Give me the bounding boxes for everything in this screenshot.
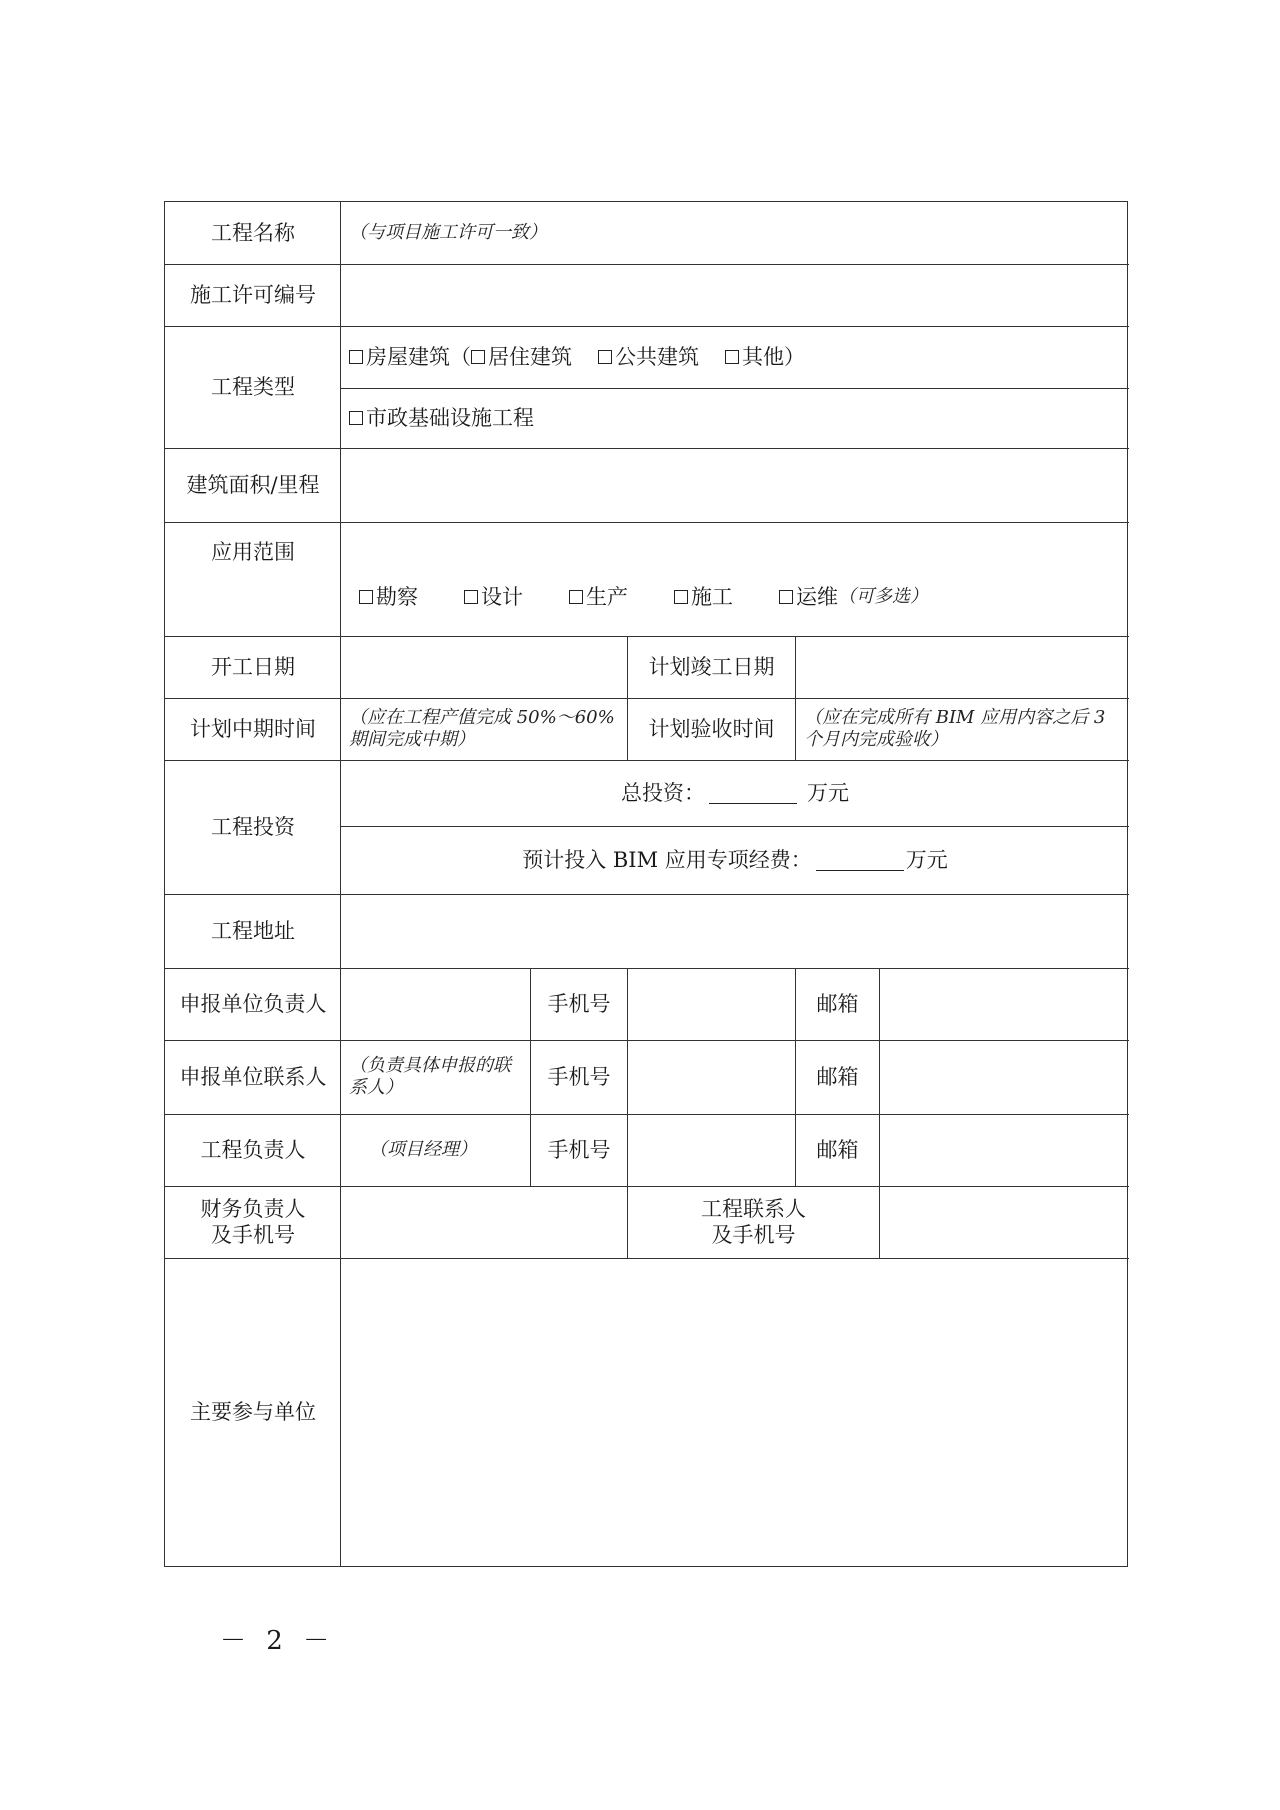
project-contact-label: 工程联系人 及手机号	[701, 1196, 806, 1247]
scope-operation-checkbox[interactable]: 运维	[779, 584, 838, 610]
project-manager-phone-label: 手机号	[547, 1137, 611, 1162]
midterm-label: 计划中期时间	[190, 716, 316, 741]
scope-survey-checkbox[interactable]: 勘察	[359, 584, 418, 610]
checkbox-icon	[598, 350, 612, 364]
checkbox-icon	[674, 590, 688, 604]
residential-checkbox[interactable]: 居住建筑	[471, 344, 572, 370]
applicant-contact-hint: （负责具体申报的联系人）	[349, 1054, 511, 1098]
total-investment-input[interactable]	[709, 783, 797, 804]
start-date-label: 开工日期	[211, 654, 295, 679]
project-name-field[interactable]	[341, 202, 1129, 264]
scope-options-row	[341, 522, 1129, 636]
applicant-head-label: 申报单位负责人	[179, 991, 327, 1016]
address-label: 工程地址	[211, 918, 295, 943]
acceptance-field[interactable]	[796, 698, 1129, 760]
applicant-contact-label: 申报单位联系人	[179, 1064, 327, 1089]
total-investment-row	[341, 760, 1129, 826]
investment-label: 工程投资	[211, 814, 295, 839]
project-contact-field[interactable]	[880, 1186, 1129, 1258]
checkbox-icon	[349, 411, 363, 425]
planned-completion-field[interactable]	[796, 636, 1129, 698]
permit-no-field[interactable]	[341, 264, 1129, 326]
project-name-label: 工程名称	[211, 220, 295, 245]
application-form-table	[164, 201, 1128, 1567]
bim-budget-prefix: 预计投入 BIM 应用专项经费：	[522, 847, 812, 872]
checkbox-icon	[349, 350, 363, 364]
other-building-checkbox[interactable]: 其他）	[725, 344, 805, 370]
participants-label: 主要参与单位	[190, 1399, 316, 1424]
applicant-contact-field[interactable]	[341, 1040, 530, 1114]
total-investment-unit: 万元	[807, 780, 849, 805]
public-building-checkbox[interactable]: 公共建筑	[598, 344, 699, 370]
project-type-municipal-row	[341, 388, 1129, 448]
scope-label: 应用范围	[211, 539, 295, 564]
applicant-head-field[interactable]	[341, 968, 530, 1040]
project-manager-phone-field[interactable]	[628, 1114, 795, 1186]
checkbox-icon	[569, 590, 583, 604]
midterm-hint: （应在工程产值完成 50%～60%期间完成中期）	[349, 706, 615, 750]
municipal-checkbox[interactable]: 市政基础设施工程	[349, 405, 534, 431]
project-manager-hint: （项目经理）	[369, 1138, 477, 1160]
scope-design-checkbox[interactable]: 设计	[464, 584, 523, 610]
checkbox-icon	[359, 590, 373, 604]
checkbox-icon	[471, 350, 485, 364]
project-manager-email-field[interactable]	[880, 1114, 1129, 1186]
project-manager-email-label: 邮箱	[816, 1137, 859, 1162]
planned-completion-label: 计划竣工日期	[648, 654, 775, 679]
total-investment-prefix: 总投资：	[621, 780, 705, 805]
start-date-field[interactable]	[341, 636, 627, 698]
finance-label: 财务负责人 及手机号	[200, 1196, 306, 1247]
checkbox-icon	[464, 590, 478, 604]
participants-field[interactable]	[341, 1258, 1129, 1566]
project-name-hint: （与项目施工许可一致）	[349, 221, 547, 243]
midterm-field[interactable]	[341, 698, 627, 760]
page-number: － 2 －	[220, 1626, 336, 1656]
applicant-head-phone-field[interactable]	[628, 968, 795, 1040]
applicant-head-email-label: 邮箱	[816, 991, 859, 1016]
bim-budget-input[interactable]	[816, 850, 904, 871]
project-type-building-row	[341, 326, 1129, 388]
building-checkbox[interactable]: 房屋建筑（	[349, 344, 471, 370]
project-manager-field[interactable]	[341, 1114, 530, 1186]
applicant-contact-phone-field[interactable]	[628, 1040, 795, 1114]
acceptance-label: 计划验收时间	[648, 716, 775, 741]
project-manager-label: 工程负责人	[200, 1137, 306, 1162]
address-field[interactable]	[341, 894, 1129, 968]
area-field[interactable]	[341, 448, 1129, 522]
finance-field[interactable]	[341, 1186, 627, 1258]
applicant-contact-email-field[interactable]	[880, 1040, 1129, 1114]
bim-budget-row	[341, 826, 1129, 894]
checkbox-icon	[725, 350, 739, 364]
permit-no-label: 施工许可编号	[190, 282, 316, 307]
applicant-contact-email-label: 邮箱	[816, 1064, 859, 1089]
scope-hint: （可多选）	[838, 585, 928, 607]
scope-construction-checkbox[interactable]: 施工	[674, 584, 733, 610]
acceptance-hint: （应在完成所有 BIM 应用内容之后 3 个月内完成验收）	[804, 706, 1106, 750]
applicant-contact-phone-label: 手机号	[547, 1064, 611, 1089]
applicant-head-phone-label: 手机号	[547, 991, 611, 1016]
checkbox-icon	[779, 590, 793, 604]
area-label: 建筑面积/里程	[186, 472, 320, 497]
bim-budget-unit: 万元	[905, 847, 948, 872]
applicant-head-email-field[interactable]	[880, 968, 1129, 1040]
project-type-label: 工程类型	[211, 374, 295, 399]
scope-production-checkbox[interactable]: 生产	[569, 584, 628, 610]
